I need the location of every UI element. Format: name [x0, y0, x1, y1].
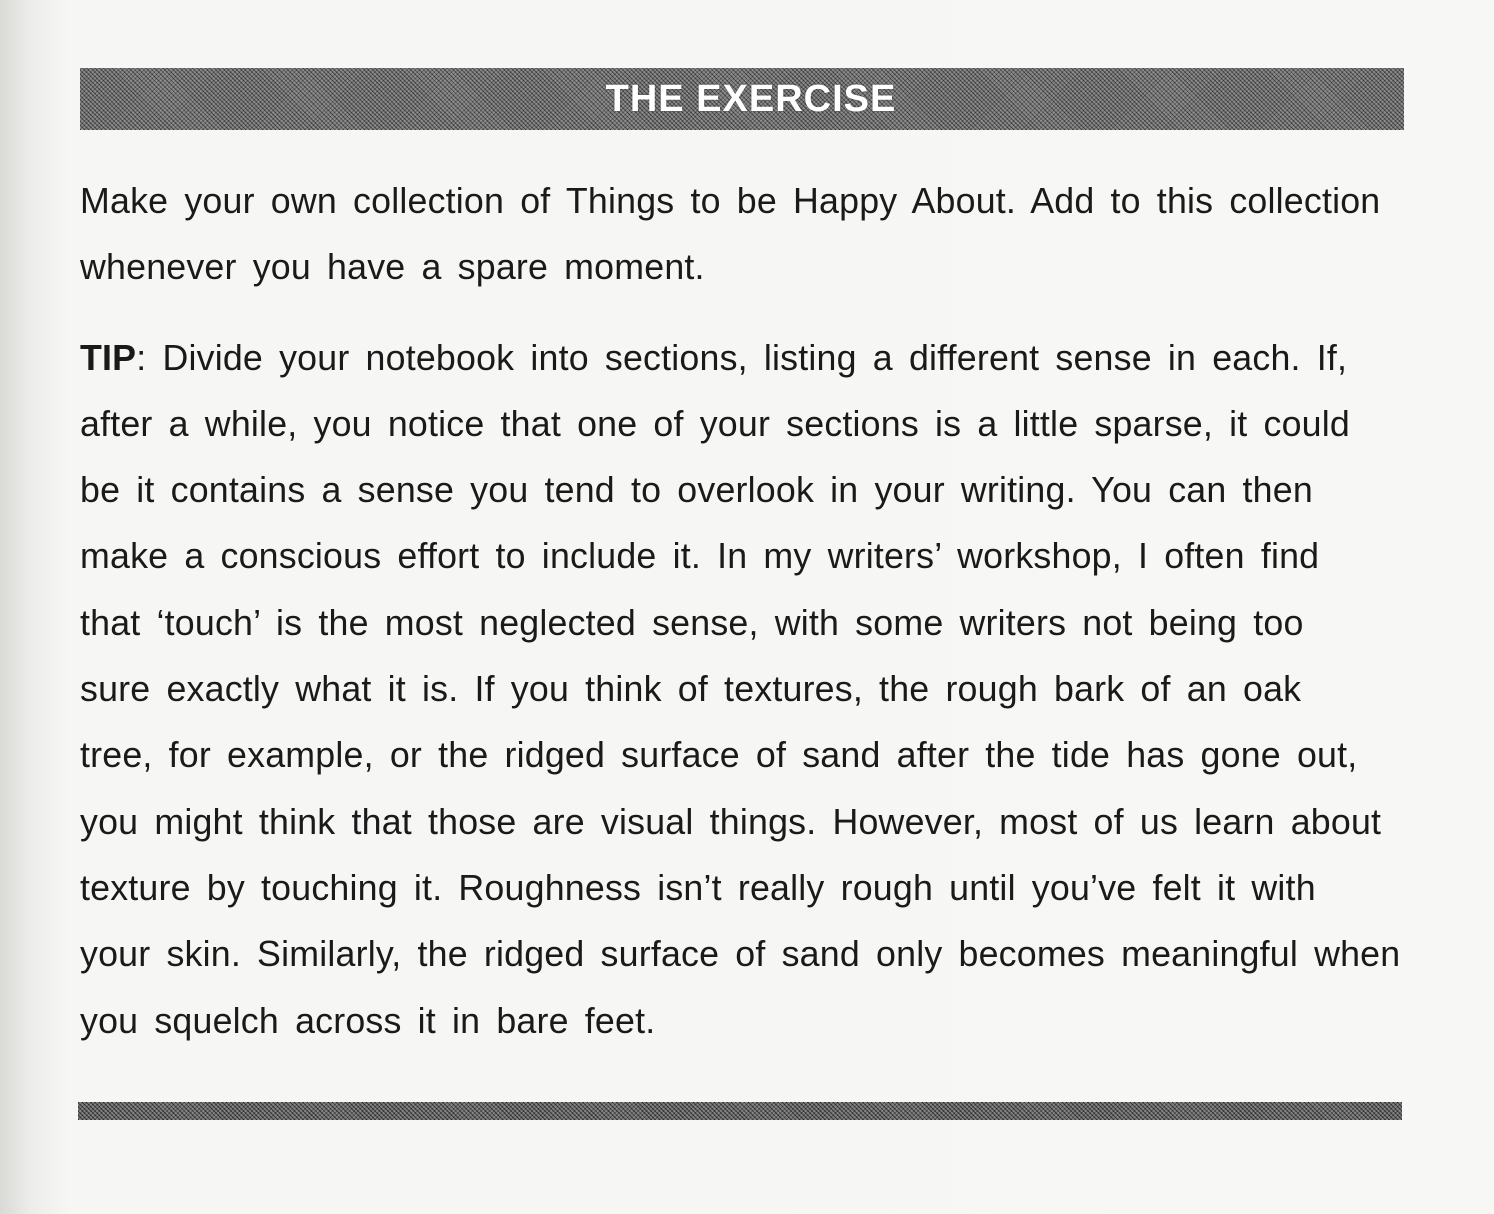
tip-line: after a while, you notice that one of your sections is a little sparse, it could: [80, 402, 1350, 444]
tip-line: sure exactly what it is. If you think of textures, the rough bark of an oak: [80, 668, 1302, 710]
tip-label: TIP: [80, 336, 137, 378]
tip-first-line-text: : Divide your notebook into sections, listing a different sense in each. If,: [136, 336, 1348, 378]
section-title: THE EXERCISE: [605, 77, 897, 120]
tip-line: that ‘touch’ is the most neglected sense, with some writers not being too: [80, 601, 1304, 643]
tip-line: your skin. Similarly, the ridged surface of sand only becomes meaningful when: [80, 933, 1401, 975]
intro-line: Make your own collection of Things to be Happy About. Add to this collection: [80, 180, 1381, 221]
section-banner: [80, 68, 1404, 130]
tip-line: texture by touching it. Roughness isn’t really rough until you’ve felt it with: [80, 866, 1316, 908]
intro-line: whenever you have a spare moment.: [80, 246, 705, 288]
tip-line: make a conscious effort to include it. In my writers’ workshop, I often find: [80, 535, 1320, 577]
tip-line: you squelch across it in bare feet.: [80, 999, 656, 1041]
tip-paragraph: [80, 325, 1401, 1054]
intro-paragraph: [80, 168, 1391, 301]
body-text: [80, 168, 1401, 1054]
tip-line: be it contains a sense you tend to overlook in your writing. You can then: [80, 469, 1313, 511]
tip-line: you might think that those are visual things. However, most of us learn about: [80, 800, 1382, 842]
tip-first-line: [80, 325, 1391, 391]
tip-line: tree, for example, or the ridged surface of sand after the tide has gone out,: [80, 734, 1358, 776]
bottom-rule: [78, 1102, 1402, 1120]
